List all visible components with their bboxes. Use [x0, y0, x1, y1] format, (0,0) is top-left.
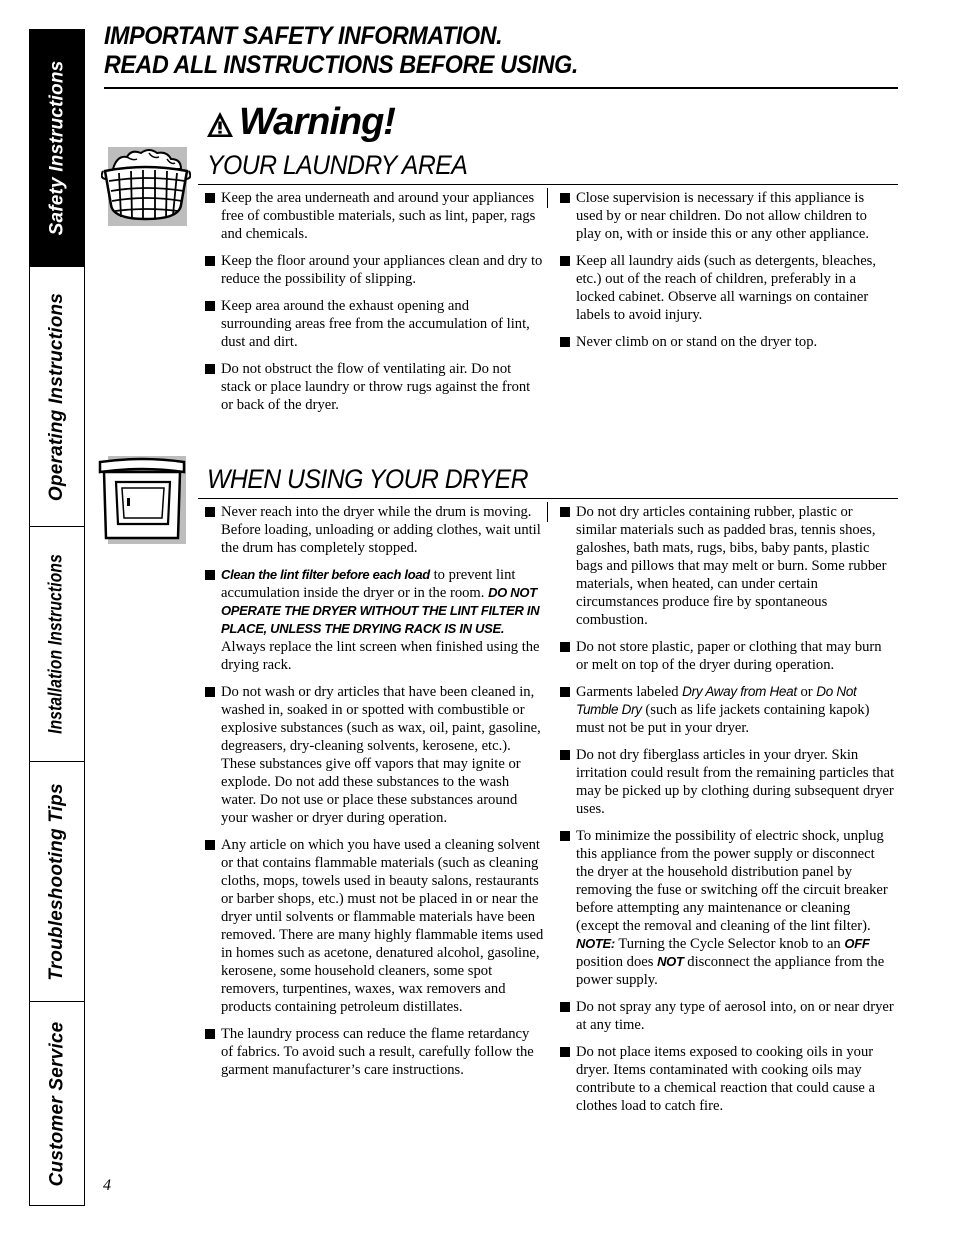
- list-item: Never reach into the dryer while the drum is moving. Before loading, unloading or adding clothes, wait until the drum has completely stopped.: [205, 503, 545, 557]
- list-item: Do not dry fiberglass articles in your dryer. Skin irritation could result from the remaining particles that may be picked up by clothing during subsequent dryer uses.: [560, 746, 896, 818]
- list-item: Do not dry articles containing rubber, plastic or similar materials such as padded bras, tennis shoes, galoshes, bath mats, rugs, bibs, baby pants, plastic bags and pillows that may melt or burn. Some rubber materials, when heated, can under certain circumstances produce fire by spontaneous combustion.: [560, 503, 896, 629]
- laundry-area-right-column: [560, 189, 894, 360]
- warning-triangle-icon: [205, 110, 235, 140]
- tab-label: Installation Instructions: [46, 554, 67, 734]
- column-divider: [547, 502, 548, 522]
- list-item: Keep all laundry aids (such as detergents, bleaches, etc.) out of the reach of children, preferably in a locked cabinet. Observe all warnings on container labels to avoid injury.: [560, 252, 894, 324]
- list-item: Do not place items exposed to cooking oils in your dryer. Items contaminated with cooking oils may contribute to a chemical reaction that could cause a clothes load to catch fire.: [560, 1043, 896, 1115]
- list-item: Do not obstruct the flow of ventilating air. Do not stack or place laundry or throw rugs against the front or back of the dryer.: [205, 360, 543, 414]
- laundry-area-left-column: [205, 189, 543, 423]
- section-divider: [198, 498, 898, 499]
- section-title-using-dryer: WHEN USING YOUR DRYER: [207, 464, 529, 494]
- list-item: Close supervision is necessary if this appliance is used by or near children. Do not allow children to play on, with or inside this or any other appliance.: [560, 189, 894, 243]
- list-item: To minimize the possibility of electric shock, unplug this appliance from the power supply or disconnect the dryer at the household distribution panel by removing the fuse or switching off the circuit breaker before attempting any maintenance or cleaning (except the removal and cleaning of the lint filter). NOTE: Turning the Cycle Selector knob to an OFF position does NOT disconnect the appliance from the power supply.: [560, 827, 896, 989]
- header-line-1: IMPORTANT SAFETY INFORMATION.: [104, 22, 503, 50]
- page-header: [104, 22, 898, 89]
- list-item: Keep area around the exhaust opening and surrounding areas free from the accumulation of lint, dust and dirt.: [205, 297, 543, 351]
- tab-label: Troubleshooting Tips: [46, 782, 67, 981]
- tab-label: Safety Instructions: [46, 60, 67, 236]
- tab-installation-instructions[interactable]: [30, 527, 84, 762]
- list-item: The laundry process can reduce the flame retardancy of fabrics. To avoid such a result, carefully follow the garment manufacturer’s care instructions.: [205, 1025, 545, 1079]
- tab-safety-instructions[interactable]: [30, 30, 84, 267]
- tab-troubleshooting-tips[interactable]: [30, 762, 84, 1002]
- list-item: Never climb on or stand on the dryer top.: [560, 333, 894, 351]
- header-line-2: READ ALL INSTRUCTIONS BEFORE USING.: [104, 51, 578, 79]
- using-dryer-right-column: [560, 503, 896, 1124]
- side-tab-nav: [29, 29, 85, 1206]
- list-item: Garments labeled Dry Away from Heat or Do Not Tumble Dry (such as life jackets containing kapok) must not be put in your dryer.: [560, 683, 896, 737]
- list-item: Clean the lint filter before each load to prevent lint accumulation inside the dryer or in the room. DO NOT OPERATE THE DRYER WITHOUT THE LINT FILTER IN PLACE, UNLESS THE DRYING RACK IS IN USE. Always replace the lint screen when finished using the drying rack.: [205, 566, 545, 674]
- list-item: Do not wash or dry articles that have been cleaned in, washed in, soaked in or spotted with combustible or explosive substances (such as wax, oil, paint, gasoline, degreasers, dry-cleaning solvents, kerosene, etc.). These substances give off vapors that may ignite or explode. Do not add these substances to the wash water. Do not use or place these substances around your washer or dryer during operation.: [205, 683, 545, 827]
- list-item: Keep the floor around your appliances clean and dry to reduce the possibility of slipping.: [205, 252, 543, 288]
- section-divider: [198, 184, 898, 185]
- tab-label: Operating Instructions: [46, 292, 68, 501]
- list-item: Do not store plastic, paper or clothing that may burn or melt on top of the dryer during operation.: [560, 638, 896, 674]
- tab-label: Customer Service: [46, 1021, 67, 1186]
- warning-heading: [205, 100, 395, 144]
- list-item: Keep the area underneath and around your appliances free of combustible materials, such as lint, paper, rags and chemicals.: [205, 189, 543, 243]
- laundry-basket-icon: [101, 143, 191, 229]
- column-divider: [547, 188, 548, 208]
- list-item: Do not spray any type of aerosol into, on or near dryer at any time.: [560, 998, 896, 1034]
- tab-operating-instructions[interactable]: [30, 267, 84, 527]
- dryer-icon: [96, 452, 190, 546]
- tab-customer-service[interactable]: [30, 1002, 84, 1205]
- section-title-laundry-area: YOUR LAUNDRY AREA: [207, 150, 468, 180]
- page-number: 4: [103, 1177, 111, 1194]
- warning-text: Warning!: [239, 101, 395, 143]
- list-item: Any article on which you have used a cleaning solvent or that contains flammable materials (such as cleaning cloths, mops, towels used in beauty salons, restaurants or barber shops, etc.) must not be placed in or near the dryer until solvents or flammable materials have been removed. There are many highly flammable items used in homes such as acetone, denatured alcohol, gasoline, kerosene, some household cleaners, some spot removers, turpentines, waxes, wax removers and products containing petroleum distillates.: [205, 836, 545, 1016]
- using-dryer-left-column: [205, 503, 545, 1088]
